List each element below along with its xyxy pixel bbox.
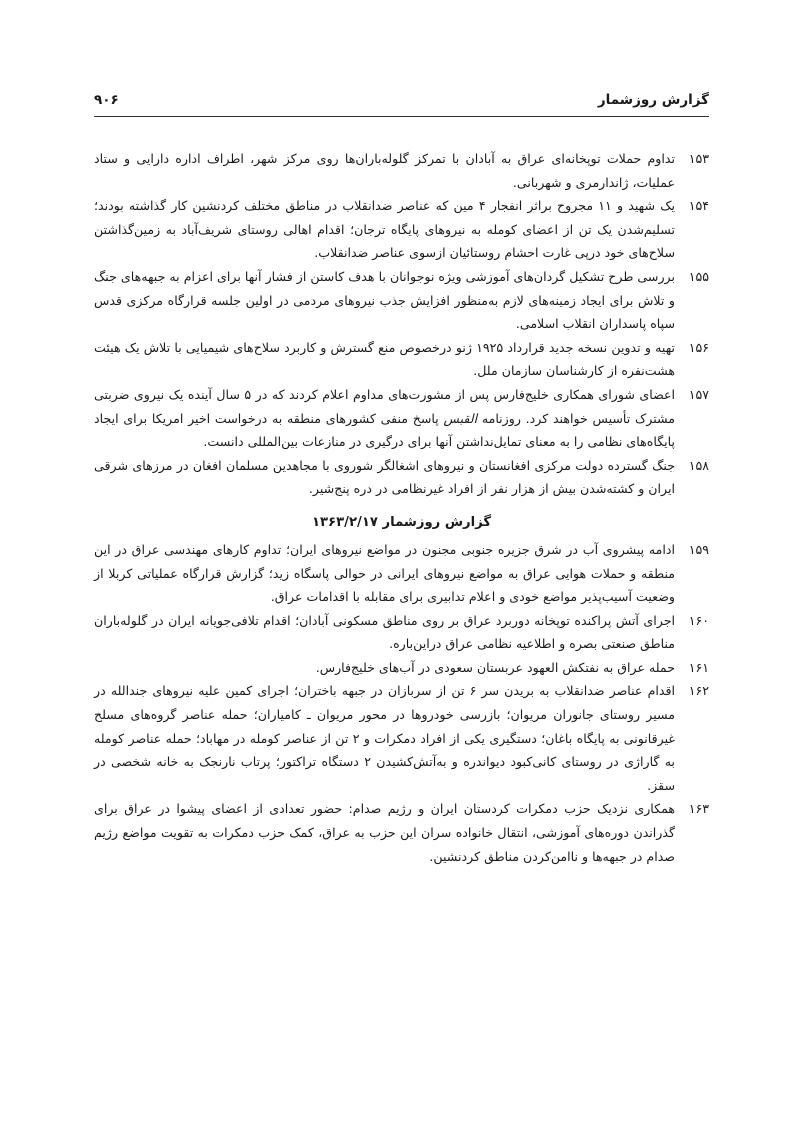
entry-number: ۱۵۵ (688, 268, 709, 284)
report-date-heading: گزارش روزشمار ۱۳۶۳/۲/۱۷ (311, 514, 492, 530)
entry-154 (94, 194, 709, 265)
entry-text: اقدام عناصر ضدانقلاب به بریدن سر ۶ تن از سربازان در جبهه باختران؛ اجرای کمین علیه نیروهای جندالله در مسیر روستای جانوران مریوان؛ بازرسی خودروها در محور مریوان ـ کامیاران؛ حمله عناصر گروه‌های مسلح غیرقانونی به پایگاه باغان؛ دستگیری یکی از افراد دمکرات و ۲ تن از عناصر کومله در مهاباد؛ حمله عناصر کومله به گاراژی در روستای کانی‌کبود دیواندره و به‌آتش‌کشیدن ۲ دستگاه تراکتور؛ پرتاب نارنجک به خانه شخصی در سقز. (94, 683, 675, 793)
entry-number: ۱۵۳ (688, 151, 709, 166)
entry-number: ۱۵۹ (688, 541, 709, 557)
entry-text-after: پاسخ منفی کشورهای منطقه به درخواست اخیر امریکا برای ایجاد پایگاه‌های نظامی را به معنای تمایل‌نداشتن آنها برای درگیری در منازعات بین‌المللی دانست. (94, 410, 675, 450)
entry-number: ۱۶۳ (688, 801, 709, 817)
entry-160 (94, 609, 709, 656)
page-header (94, 90, 709, 117)
entry-163 (94, 797, 709, 868)
entry-158 (94, 454, 709, 501)
page-content (94, 147, 709, 868)
entry-161 (94, 656, 709, 680)
entry-number: ۱۵۷ (688, 386, 709, 402)
entry-number: ۱۶۰ (688, 612, 709, 628)
entry-number: ۱۵۶ (688, 339, 709, 355)
entry-text: یک شهید و ۱۱ مجروح براثر انفجار ۴ مین که عناصر ضدانقلاب در مناطق مختلف کردنشین کار گذاشته بودند؛ تسلیم‌شدن یک تن از اعضای کومله به نیروهای پایگاه ترجان؛ اقدام اهالی روستای شریف‌آباد به زمین‌گذاشتن سلاح‌های خود درپی غارت احشام روستائیان ازسوی عناصر ضدانقلاب. (94, 198, 675, 261)
entry-text: همکاری نزدیک حزب دمکرات کردستان ایران و رژیم صدام: حضور تعدادی از اعضای پیشوا در عراق برای گذراندن دوره‌های آموزشی، انتقال خانواده سران این حزب به عراق، کمک حزب دمکرات به تقویت مواضع رژیم صدام در جبهه‌ها و ناامن‌کردن مناطق کردنشین. (94, 801, 675, 864)
entry-156 (94, 336, 709, 383)
entry-text: تهیه و تدوین نسخه جدید قرارداد ۱۹۲۵ ژنو درخصوص منع گسترش و کاربرد سلاح‌های شیمیایی با تلاش یک هیئت هشت‌نفره از کارشناسان سازمان ملل. (94, 339, 675, 379)
entry-text: ادامه پیشروی آب در شرق جزیره جنوبی مجنون در مواضع نیروهای ایران؛ تداوم کارهای مهندسی عراق در این منطقه و حملات هوایی عراق به مواضع نیروهای ایرانی در حوالی پاسگاه زید؛ گزارش قرارگاه عملیاتی کربلا از وضعیت آسیب‌پذیر مواضع خودی و اعلام تدابیری برای مقابله با اقدامات عراق. (94, 541, 675, 605)
entry-text: جنگ گسترده دولت مرکزی افغانستان و نیروهای اشغالگر شوروی با مجاهدین مسلمان افغان در مرزهای شرقی ایران و کشته‌شدن بیش از هزار نفر از افراد غیرنظامی در دره پنج‌شیر. (94, 457, 675, 497)
running-title: گزارش روزشمار (597, 92, 709, 108)
entry-number: ۱۵۸ (688, 457, 709, 473)
entry-157 (94, 383, 709, 454)
page-number: ۹۰۶ (94, 92, 119, 108)
entry-number: ۱۶۱ (688, 659, 709, 675)
entry-159 (94, 538, 709, 609)
entry-162 (94, 679, 709, 797)
entry-155 (94, 265, 709, 336)
entry-text-before: اعضای شورای همکاری خلیج‌فارس پس از مشورت‌های مداوم اعلام کردند که در ۵ سال آینده یک نیروی ضربتی مشترک تأسیس خواهند کرد. روزنامه (94, 386, 676, 426)
entry-text: تداوم حملات توپخانه‌ای عراق به آبادان با تمرکز گلوله‌باران‌ها روی مرکز شهر، اطراف اداره دارایی و ستاد عملیات، ژاندارمری و شهربانی. (94, 151, 675, 190)
entry-153 (94, 147, 709, 194)
entry-text: اجرای آتش پراکنده توپخانه دوربرد عراق بر روی مناطق مسکونی آبادان؛ اقدام تلافی‌جویانه ایران در گلوله‌باران مناطق صنعتی بصره و اطلاعیه نظامی عراق دراین‌باره. (94, 612, 675, 652)
entry-number: ۱۵۴ (688, 198, 709, 214)
entry-number: ۱۶۲ (688, 683, 709, 699)
entry-text: بررسی طرح تشکیل گردان‌های آموزشی ویژه نوجوانان با هدف کاستن از فشار آنها برای اعزام به جبهه‌های جنگ و تلاش برای ایجاد زمینه‌های لازم به‌منظور افزایش جذب نیروهای مردمی در اولین جلسه قرارگاه مرکزی قدس سپاه پاسداران انقلاب اسلامی. (94, 268, 675, 332)
entry-text: حمله عراق به نفتکش العهود عربستان سعودی در آب‌های خلیج‌فارس. (315, 659, 675, 675)
newspaper-name: القبس (443, 410, 478, 426)
